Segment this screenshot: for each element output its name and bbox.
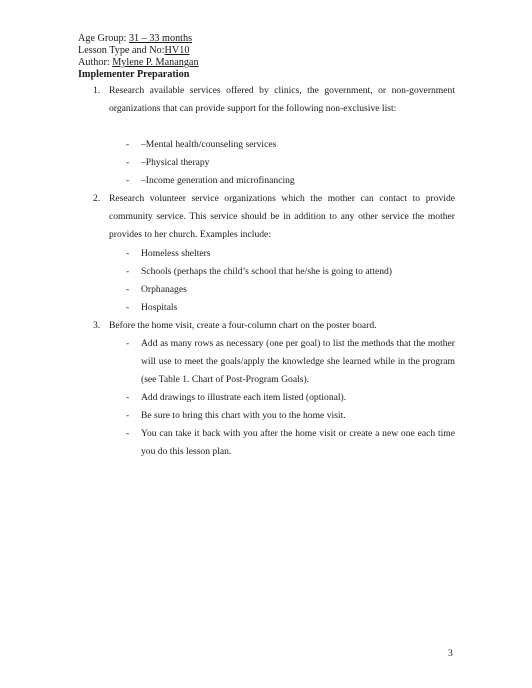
dash-marker: -: [126, 157, 130, 168]
age-group-line: [78, 33, 192, 45]
dash-marker: -: [126, 284, 130, 295]
author-value: Mylene P. Manangan: [112, 57, 199, 68]
author-line: [78, 57, 199, 69]
item-text: Research volunteer service organizations which the mother can contact to provide community service. This service should be in addition to any other service the mother provides to her church. Examples include:: [109, 193, 455, 241]
sub-item: Add drawings to illustrate each item listed (optional).: [141, 392, 347, 403]
dash-marker: -: [126, 392, 130, 403]
dash-marker: -: [126, 175, 130, 186]
lesson-label: Lesson Type and No:: [78, 45, 165, 56]
sub-item: Homeless shelters: [141, 248, 211, 259]
dash-marker: -: [126, 428, 130, 439]
sub-item: –Mental health/counseling services: [141, 139, 277, 150]
dash-marker: -: [126, 248, 130, 259]
item-text: Research available services offered by clinics, the government, or non-government organizations that can provide support for the following non-exclusive list:: [109, 85, 455, 115]
lesson-line: [78, 45, 189, 57]
sub-item: –Physical therapy: [141, 157, 210, 168]
item-number: 2.: [93, 193, 101, 204]
item-number: 3.: [93, 320, 101, 331]
sub-item: Be sure to bring this chart with you to the home visit.: [141, 410, 346, 421]
section-title: Implementer Preparation: [78, 69, 190, 80]
sub-item: Orphanages: [141, 284, 187, 295]
lesson-value: HV10: [164, 45, 190, 56]
dash-marker: -: [126, 410, 130, 421]
dash-marker: -: [126, 139, 130, 150]
page-number: 3: [448, 648, 453, 659]
item-text: Before the home visit, create a four-column chart on the poster board.: [109, 320, 377, 331]
sub-item: –Income generation and microfinancing: [141, 175, 295, 186]
sub-item: You can take it back with you after the home visit or create a new one each time you do this lesson plan.: [141, 428, 455, 458]
sub-item: Hospitals: [141, 302, 178, 313]
dash-marker: -: [126, 266, 130, 277]
item-number: 1.: [93, 85, 101, 96]
dash-marker: -: [126, 302, 130, 313]
age-group-value: 31 – 33 months: [128, 33, 193, 44]
dash-marker: -: [126, 338, 130, 349]
sub-item: Add as many rows as necessary (one per goal) to list the methods that the mother will use to meet the goals/apply the knowledge she learned while in the program (see Table 1. Chart of Post-Program Goals).: [141, 338, 455, 386]
author-label: Author:: [78, 57, 110, 68]
sub-item: Schools (perhaps the child’s school that he/she is going to attend): [141, 266, 392, 277]
age-group-label: Age Group:: [78, 33, 127, 44]
